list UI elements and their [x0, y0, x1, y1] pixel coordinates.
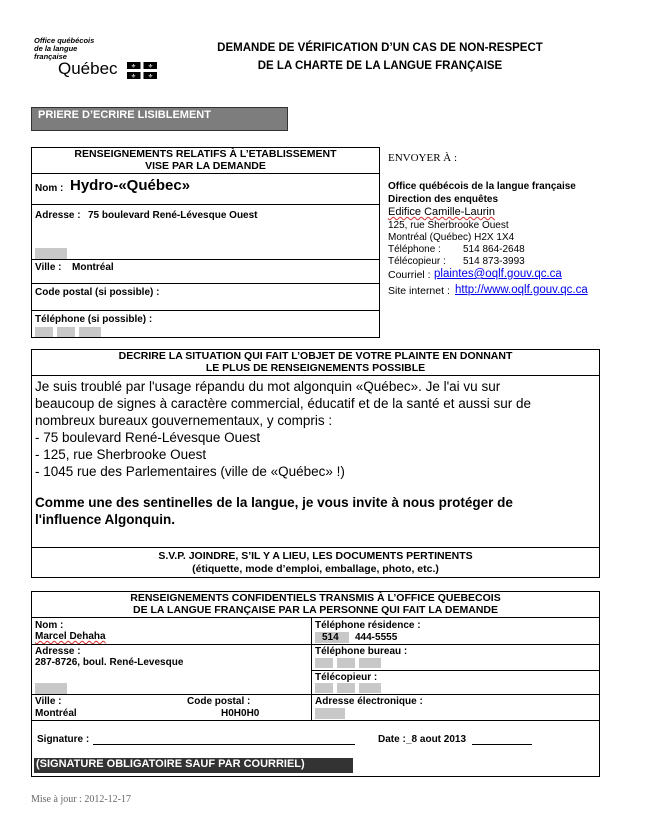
situation-line-1: Je suis troublé par l'usage répandu du mot algonquin «Québec». Je l'ai vu sur	[35, 379, 501, 394]
date-value[interactable]: _8 aout 2013	[406, 734, 467, 745]
send-to-city: Montréal (Québec) H2X 1X4	[388, 232, 515, 243]
requester-postal-label-text: Code postal :	[187, 696, 251, 707]
establishment-name-label: Nom :	[35, 183, 64, 194]
logo-office-line-1: Office québécois	[34, 36, 95, 45]
requester-address-label: Adresse :	[35, 646, 81, 657]
requester-office-phone-label: Téléphone bureau :	[315, 646, 408, 657]
requester-office-phone-suffix-field[interactable]	[359, 658, 381, 668]
date-label: Date :	[378, 734, 406, 745]
requester-heading-2: DE LA LANGUE FRANÇAISE PAR LA PERSONNE QUI FAIT LA DEMANDE	[133, 604, 498, 616]
requester-home-phone-number[interactable]: 444-5555	[355, 632, 398, 643]
send-to-phone-label: Téléphone :	[388, 244, 441, 255]
svg-text:⚜: ⚜	[130, 63, 137, 70]
situation-heading-1: DECRIRE LA SITUATION QUI FAIT L’OBJET DE VOTRE PLAINTE EN DONNANT	[118, 350, 513, 362]
situation-bold-line-1: Comme une des sentinelles de la langue, je vous invite à nous protéger de	[35, 495, 513, 510]
logo-wordmark: Québec	[58, 59, 118, 78]
establishment-city-label: Ville :	[35, 262, 62, 273]
situation-line-2: beaucoup de signes à caractère commercial, éducatif et de la santé et aussi sur de	[35, 396, 532, 411]
send-to-fax: 514 873-3993	[463, 256, 525, 267]
attach-documents-text: S.V.P. JOINDRE, S’IL Y A LIEU, LES DOCUMENTS PERTINENTS	[158, 550, 473, 562]
establishment-heading-2: VISE PAR LA DEMANDE	[145, 160, 266, 172]
requester-address-value[interactable]: 287-8726, boul. René-Levesque	[35, 657, 184, 668]
svg-text:⚜: ⚜	[130, 73, 137, 79]
situation-description[interactable]	[35, 378, 597, 528]
last-updated: Mise à jour : 2012-12-17	[31, 794, 131, 805]
establishment-heading-1: RENSEIGNEMENTS RELATIFS À L’ETABLISSEMENT	[74, 148, 337, 160]
send-to-building-text: Edifice Camille-Laurin	[388, 206, 495, 218]
establishment-phone-prefix-field[interactable]	[57, 327, 75, 337]
write-legibly-text: PRIERE D’ECRIRE LISIBLEMENT	[38, 109, 211, 121]
send-to-site-label: Site internet :	[388, 285, 450, 297]
requester-office-phone-prefix-field[interactable]	[337, 658, 355, 668]
situation-bold-line-2: l'influence Algonquin.	[35, 512, 175, 527]
signature-mandatory-banner	[34, 758, 353, 773]
situation-bullet-2: - 125, rue Sherbrooke Ouest	[35, 447, 207, 462]
establishment-city-value[interactable]: Montréal	[72, 262, 114, 273]
date-line	[472, 744, 532, 745]
logo-office-line-3: française	[34, 52, 67, 61]
requester-city-value[interactable]: Montréal	[35, 708, 77, 719]
requester-home-phone-area: 514	[322, 632, 339, 643]
requester-fax-label: Télécopieur :	[315, 672, 378, 683]
logo-office-line-2: de la langue	[34, 44, 78, 53]
send-to-office: Office québécois de la langue française	[388, 181, 576, 192]
requester-heading-1: RENSEIGNEMENTS CONFIDENTIELS TRANSMIS À L’OFFICE QUEBECOIS	[130, 592, 501, 604]
establishment-phone-label: Téléphone (si possible) :	[35, 314, 153, 325]
send-to-email-label: Courriel :	[388, 269, 431, 281]
requester-postal-label	[187, 696, 250, 707]
signature-mandatory-text: (SIGNATURE OBLIGATOIRE SAUF PAR COURRIEL)	[36, 758, 305, 770]
svg-text:⚜: ⚜	[147, 63, 154, 70]
situation-bullet-1: - 75 boulevard René-Lévesque Ouest	[35, 430, 261, 445]
requester-office-phone-area-field[interactable]	[315, 658, 333, 668]
attach-documents-line-2: (étiquette, mode d’emploi, emballage, photo, etc.)	[192, 563, 439, 575]
send-to-site-link[interactable]: http://www.oqlf.gouv.qc.ca	[455, 284, 588, 296]
signature-label: Signature :	[37, 734, 90, 745]
logo	[34, 37, 164, 81]
form-title-line-1: DEMANDE DE VÉRIFICATION D’UN CAS DE NON-RESPECT	[217, 42, 543, 54]
signature-line[interactable]	[93, 744, 355, 745]
write-legibly-banner	[31, 107, 288, 131]
requester-name-label: Nom :	[35, 620, 64, 631]
send-to-fax-label: Télécopieur :	[388, 256, 446, 267]
send-to-email-link[interactable]: plaintes@oqlf.gouv.qc.ca	[434, 268, 562, 280]
establishment-address-field-2[interactable]	[35, 248, 67, 259]
establishment-address-label: Adresse :	[35, 210, 81, 221]
situation-heading-2: LE PLUS DE RENSEIGNEMENTS POSSIBLE	[205, 362, 426, 374]
requester-fax-area-field[interactable]	[315, 683, 333, 693]
establishment-name-value[interactable]: Hydro-«Québec»	[70, 177, 191, 194]
establishment-address-value[interactable]: 75 boulevard René-Lévesque Ouest	[88, 210, 258, 221]
situation-line-3: nombreux bureaux gouvernementaux, y compris :	[35, 413, 333, 428]
requester-email-field[interactable]	[315, 708, 345, 719]
attach-documents-line-1	[31, 550, 600, 562]
send-to-street: 125, rue Sherbrooke Ouest	[388, 220, 509, 231]
send-to-direction: Direction des enquêtes	[388, 194, 499, 205]
send-to-building	[388, 206, 495, 218]
requester-fax-suffix-field[interactable]	[359, 683, 381, 693]
establishment-phone-suffix-field[interactable]	[79, 327, 101, 337]
requester-email-label: Adresse électronique :	[315, 696, 423, 707]
form-title-line-2: DE LA CHARTE DE LA LANGUE FRANÇAISE	[257, 60, 503, 72]
send-to-heading: ENVOYER À :	[388, 152, 458, 164]
requester-fax-prefix-field[interactable]	[337, 683, 355, 693]
requester-postal-value[interactable]: H0H0H0	[221, 708, 260, 719]
svg-text:⚜: ⚜	[147, 73, 154, 79]
fleurdelise-flag-icon	[127, 62, 157, 79]
send-to-phone: 514 864-2648	[463, 244, 525, 255]
situation-bullet-3: - 1045 rue des Parlementaires (ville de «Québec» !)	[35, 464, 345, 479]
requester-city-label: Ville :	[35, 696, 62, 707]
requester-address-field-2[interactable]	[35, 683, 67, 694]
requester-name-text: Marcel Dehaha	[35, 631, 106, 642]
establishment-postal-label: Code postal (si possible) :	[35, 287, 160, 298]
establishment-phone-area-field[interactable]	[35, 327, 53, 337]
requester-name-value[interactable]	[35, 631, 106, 642]
requester-home-phone-label: Téléphone résidence :	[315, 620, 421, 631]
